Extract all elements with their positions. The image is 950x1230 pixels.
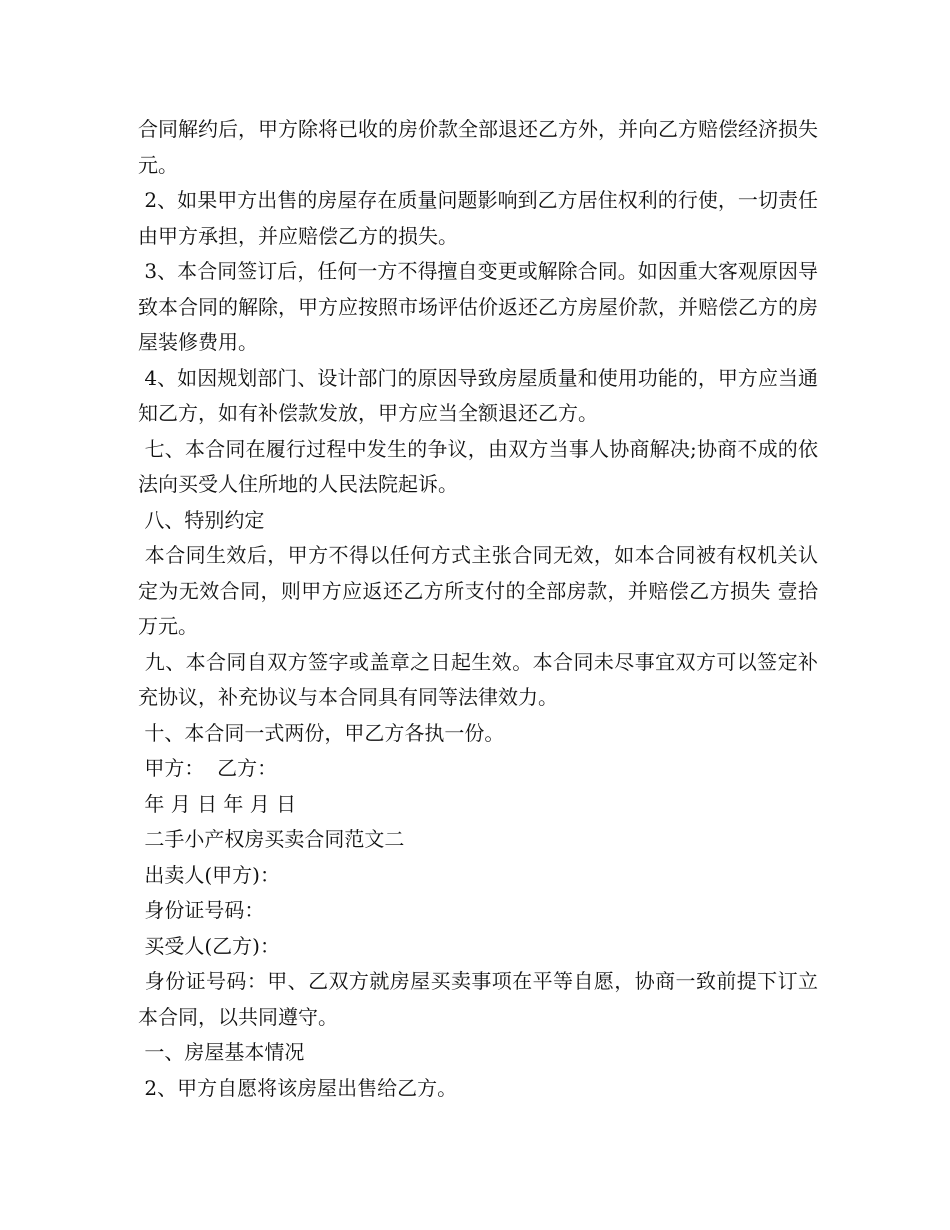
paragraph-compensation-clause: 合同解约后，甲方除将已收的房价款全部退还乙方外，并向乙方赔偿经济损失 元。 [138, 117, 825, 177]
signature-dates: 年 月 日 年 月 日 [138, 791, 297, 816]
buyer-id-field: 身份证号码：甲、乙双方就房屋买卖事项在平等自愿，协商一致前提下订立本合同，以共同遵守。 [138, 969, 819, 1029]
paragraph-effectiveness: 九、本合同自双方签字或盖章之日起生效。本合同未尽事宜双方可以签定补充协议，补充协议与本合同具有同等法律效力。 [138, 649, 819, 709]
paragraph-copies: 十、本合同一式两份，甲乙方各执一份。 [138, 720, 505, 745]
buyer-field: 买受人(乙方)： [138, 933, 280, 958]
heading-special-agreement: 八、特别约定 [138, 507, 265, 532]
paragraph-quality-liability: 2、如果甲方出售的房屋存在质量问题影响到乙方居住权利的行使，一切责任由甲方承担，并应赔偿乙方的损失。 [138, 188, 818, 248]
document-body [138, 112, 825, 1106]
seller-id-field: 身份证号码： [138, 898, 265, 922]
heading-basic-info: 一、房屋基本情况 [138, 1040, 305, 1064]
heading-sample-two: 二手小产权房买卖合同范文二 [138, 827, 405, 851]
paragraph-no-unilateral-change: 3、本合同签订后，任何一方不得擅自变更或解除合同。如因重大客观原因导致本合同的解除，甲方应按照市场评估价返还乙方房屋价款，并赔偿乙方的房屋装修费用。 [138, 259, 818, 354]
seller-field: 出卖人(甲方)： [138, 862, 280, 887]
paragraph-dispute-resolution: 七、本合同在履行过程中发生的争议，由双方当事人协商解决;协商不成的依法向买受人住所地的人民法院起诉。 [138, 436, 818, 496]
signature-parties: 甲方： 乙方： [138, 756, 278, 780]
paragraph-planning-department: 4、如因规划部门、设计部门的原因导致房屋质量和使用功能的，甲方应当通知乙方，如有补偿款发放，甲方应当全额退还乙方。 [138, 365, 818, 425]
paragraph-special-agreement: 本合同生效后，甲方不得以任何方式主张合同无效，如本合同被有权机关认定为无效合同，则甲方应返还乙方所支付的全部房款，并赔偿乙方损失 壹拾万元。 [138, 543, 819, 638]
paragraph-sale-consent: 2、甲方自愿将该房屋出售给乙方。 [138, 1075, 458, 1100]
